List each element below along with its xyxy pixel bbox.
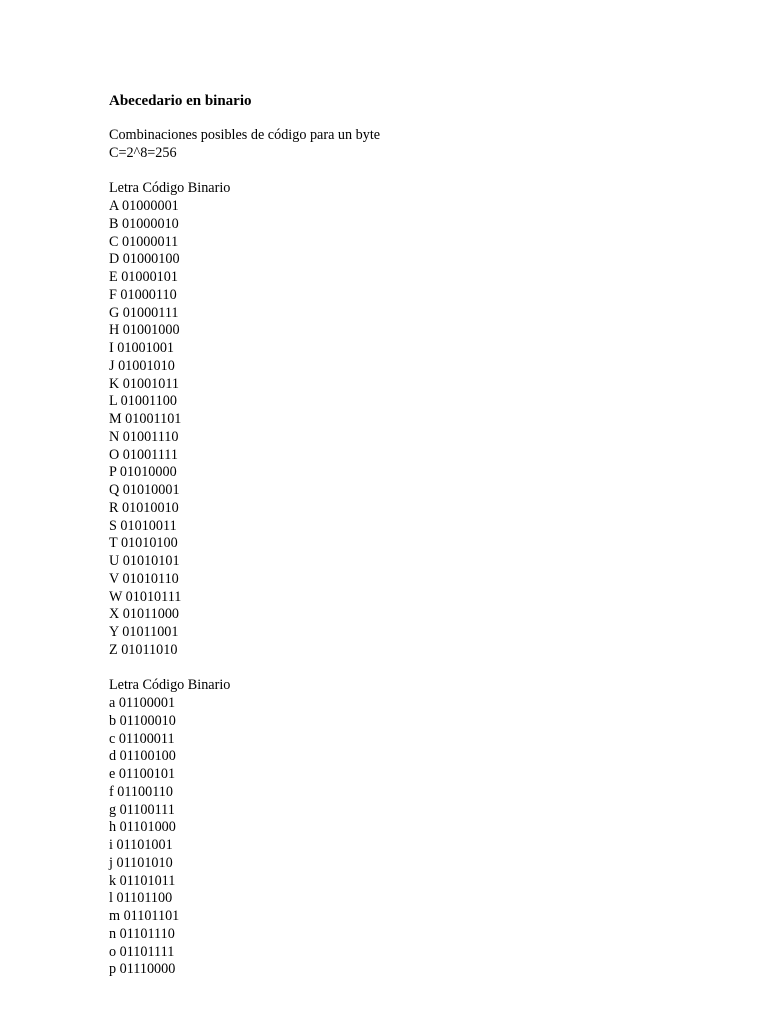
list-item: R 01010010 — [109, 499, 179, 516]
list-item: S 01010011 — [109, 517, 177, 534]
list-item: k 01101011 — [109, 872, 176, 889]
list-item: L 01001100 — [109, 393, 177, 410]
list-item: h 01101000 — [109, 819, 176, 836]
list-item: J 01001010 — [109, 357, 175, 374]
list-item: W 01010111 — [109, 588, 182, 605]
list-item: B 01000010 — [109, 215, 179, 232]
list-item: T 01010100 — [109, 535, 178, 552]
list-item: p 01110000 — [109, 961, 176, 978]
lowercase-table-header: Letra Código Binario — [109, 677, 231, 694]
list-item: a 01100001 — [109, 695, 176, 711]
list-item: g 01100111 — [109, 801, 175, 818]
list-item: O 01001111 — [109, 446, 178, 463]
list-item: d 01100100 — [109, 748, 176, 765]
list-item: H 01001000 — [109, 322, 180, 339]
list-item: U 01010101 — [109, 553, 180, 569]
uppercase-list — [109, 198, 709, 660]
document-title: Abecedario en binario — [109, 93, 252, 109]
list-item: N 01001110 — [109, 428, 179, 445]
intro-line: Combinaciones posibles de código para un byte — [109, 127, 381, 143]
list-item: o 01101111 — [109, 943, 175, 960]
list-item: X 01011000 — [109, 606, 180, 623]
list-item: G 01000111 — [109, 304, 179, 321]
list-item: D 01000100 — [109, 251, 180, 268]
list-item: i 01101001 — [109, 837, 173, 853]
list-item: n 01101110 — [109, 925, 175, 942]
list-item: j 01101010 — [109, 854, 173, 871]
spacer — [109, 660, 709, 678]
formula-line: C=2^8=256 — [109, 144, 177, 161]
document-content — [109, 91, 709, 979]
list-item: A 01000001 — [109, 198, 179, 214]
list-item: e 01100101 — [109, 766, 176, 782]
list-item: I 01001001 — [109, 340, 175, 356]
list-item: b 01100010 — [109, 712, 176, 729]
list-item: K 01001011 — [109, 375, 180, 392]
uppercase-table-header: Letra Código Binario — [109, 180, 231, 197]
list-item: E 01000101 — [109, 269, 178, 285]
list-item: C 01000011 — [109, 233, 179, 250]
list-item: Q 01010001 — [109, 482, 180, 498]
list-item: l 01101100 — [109, 890, 173, 907]
list-item: P 01010000 — [109, 464, 177, 481]
spacer — [109, 163, 709, 181]
list-item: f 01100110 — [109, 783, 173, 800]
list-item: F 01000110 — [109, 286, 177, 303]
list-item: V 01010110 — [109, 570, 179, 587]
list-item: c 01100011 — [109, 730, 175, 747]
lowercase-list — [109, 695, 709, 979]
list-item: Y 01011001 — [109, 624, 179, 640]
list-item: m 01101101 — [109, 908, 180, 924]
list-item: Z 01011010 — [109, 641, 178, 658]
list-item: M 01001101 — [109, 411, 182, 427]
